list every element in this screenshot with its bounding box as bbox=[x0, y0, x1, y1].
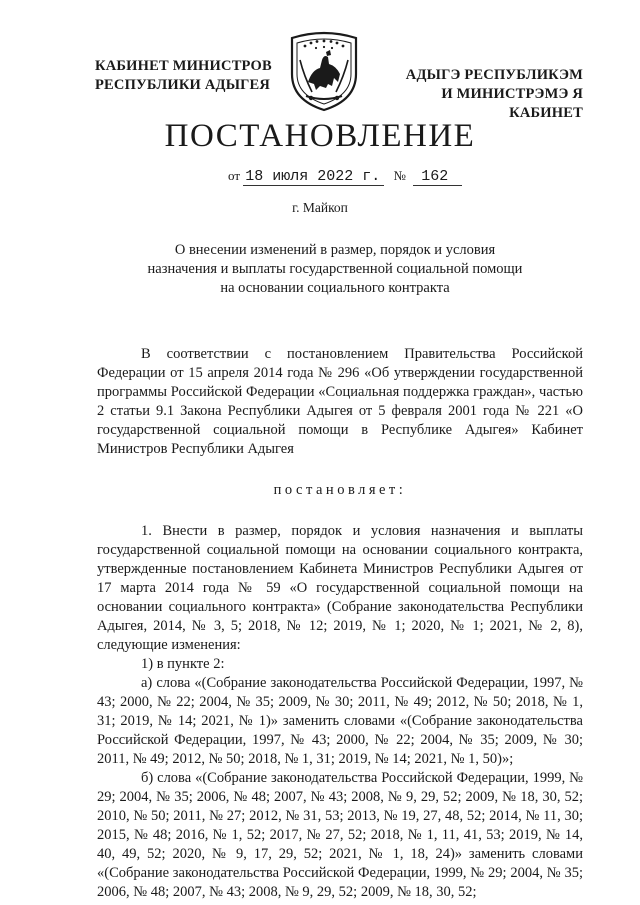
document-subject bbox=[120, 241, 550, 298]
document-date: 18 июля 2022 г. bbox=[243, 168, 384, 186]
issuer-name-adyghe bbox=[368, 66, 583, 123]
subject-line: на основании социального контракта bbox=[220, 280, 450, 296]
issuer-line: КАБИНЕТ МИНИСТРОВ bbox=[95, 58, 272, 74]
issue-city: г. Майкоп bbox=[292, 200, 348, 215]
subitem-1a-paragraph: а) слова «(Собрание законодательства Российской Федерации, 1997, № 43; 2000, № 22; 2004, № 35; 2009, № 30; 2011, № 49; 2012, № 50; 2018, № 1, 31; 2019, № 14; 2021, № 1)» заменить словами «(Собрание законодательства Российской Федерации, 1997, № 43; 2000, № 22; 2004, № 35; 2009, № 30; 2011, № 49; 2012, № 50; 2018, № 1, 31; 2019, № 14; 2021, № 1, 50)»; bbox=[97, 675, 583, 767]
subitem-1b-paragraph: б) слова «(Собрание законодательства Российской Федерации, 1999, № 29; 2004, № 35; 2006, № 48; 2007, № 43; 2008, № 9, 29, 52; 2009, № 18, 30, 52; 2010, № 50; 2011, № 27; 2012, № 31, 53; 2013, № 19, 27, 48, 52; 2014, № 11, 30; 2015, № 48; 2016, № 1, 52; 2017, № 27, 52; 2018, № 1, 11, 41, 53; 2019, № 14, 40, 49, 52; 2020, № 9, 17, 29, 52; 2021, № 1, 18, 24)» заменить словами «(Собрание законодательства Российской Федерации, 1999, № 29; 2004, № 35; 2006, № 48; 2007, № 43; 2008, № 9, 29, 52; 2009, № 18, 30, 52; bbox=[97, 770, 583, 900]
subitem-1-paragraph: 1) в пункте 2: bbox=[141, 656, 225, 672]
decree-word: постановляет: bbox=[273, 482, 407, 498]
item-1-paragraph: 1. Внести в размер, порядок и условия назначения и выплаты государственной социальной помощи на основании социального контракта, утвержденные постановлением Кабинета Министров Республики Адыгея от 17 марта 2014 года № 59 «О государственной социальной помощи на основании социального контракта» (Собрание законодательства Республики Адыгея, 2014, № 3, 5; 2018, № 12; 2019, № 1; 2020, № 1; 2021, № 2, 8), следующие изменения: bbox=[97, 523, 583, 653]
document-number: 162 bbox=[413, 168, 462, 186]
issuer-line: РЕСПУБЛИКИ АДЫГЕЯ bbox=[95, 77, 271, 93]
subject-line: назначения и выплаты государственной социальной помощи bbox=[147, 261, 523, 277]
document-body bbox=[97, 345, 583, 902]
issuer-name-russian bbox=[95, 57, 272, 95]
date-number-line bbox=[228, 168, 462, 186]
date-prefix: от bbox=[228, 168, 241, 183]
issuer-line: АДЫГЭ РЕСПУБЛИКЭМ bbox=[405, 67, 583, 83]
subject-line: О внесении изменений в размер, порядок и условия bbox=[174, 242, 496, 258]
number-sign: № bbox=[393, 168, 406, 183]
preamble-paragraph: В соответствии с постановлением Правительства Российской Федерации от 15 апреля 2014 года № 296 «Об утверждении государственной программы Российской Федерации «Социальная поддержка граждан», частью 2 статьи 9.1 Закона Республики Адыгея от 5 февраля 2001 года № 221 «О государственной социальной помощи в Республике Адыгея» Кабинет Министров Республики Адыгея bbox=[97, 346, 583, 457]
coat-of-arms-icon bbox=[286, 30, 362, 114]
document-title: ПОСТАНОВЛЕНИЕ bbox=[164, 118, 476, 154]
issuer-line: И МИНИСТРЭМЭ Я КАБИНЕТ bbox=[441, 86, 583, 121]
